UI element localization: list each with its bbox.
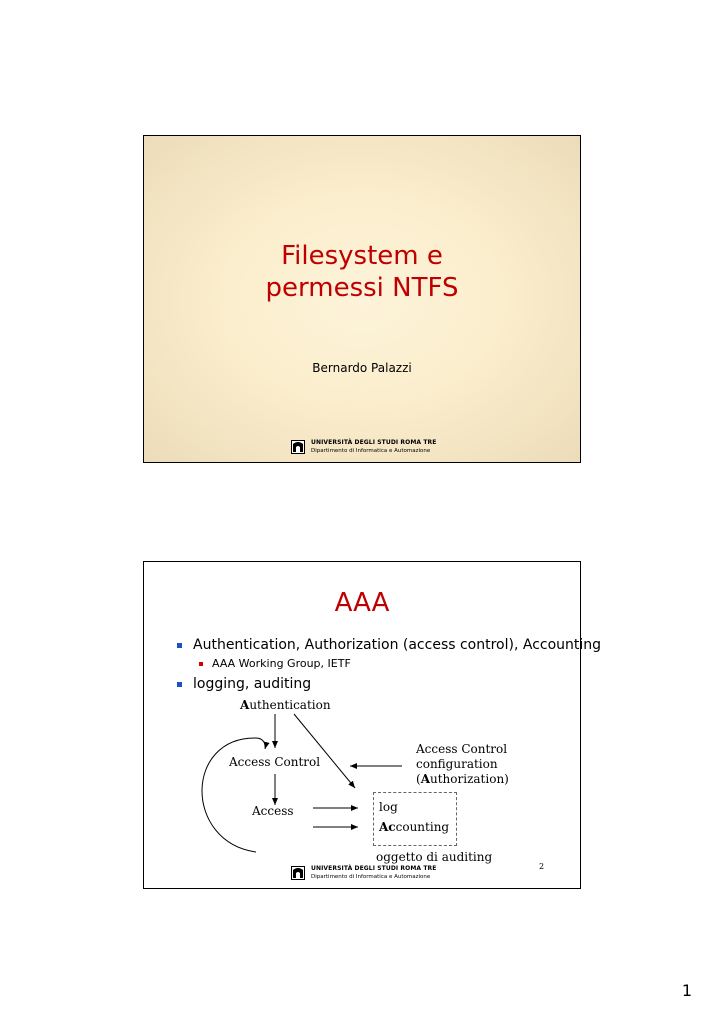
label-log: log xyxy=(379,800,398,814)
department-name: Dipartimento di Informatica e Automazione xyxy=(311,448,431,454)
university-logo xyxy=(291,865,436,881)
page-number: 1 xyxy=(681,981,692,1000)
label-access-control-configuration: Access Control configuration (Authorization) xyxy=(416,742,509,786)
title-slide xyxy=(143,135,581,463)
slide-page-number: 2 xyxy=(539,862,545,871)
bullet-text: Authentication, Authorization (access control), Accounting xyxy=(193,637,602,653)
author-name: Bernardo Palazzi xyxy=(312,361,412,375)
aaa-slide xyxy=(143,561,602,889)
university-name: UNIVERSITÀ DEGLI STUDI ROMA TRE xyxy=(311,865,437,872)
arrow-auth-to-log xyxy=(294,714,355,788)
department-name: Dipartimento di Informatica e Automazione xyxy=(311,874,431,880)
title-line-2: permessi NTFS xyxy=(265,273,459,303)
bullet-text: logging, auditing xyxy=(193,676,312,692)
label-access: Access xyxy=(252,804,294,818)
label-authentication: Authentication xyxy=(240,698,331,712)
university-emblem-icon xyxy=(291,440,305,454)
sub-bullet-text: AAA Working Group, IETF xyxy=(212,657,351,670)
university-name: UNIVERSITÀ DEGLI STUDI ROMA TRE xyxy=(311,439,437,446)
label-accounting: Accounting xyxy=(379,820,450,834)
title-line-1: Filesystem e xyxy=(281,241,443,271)
label-access-control: Access Control xyxy=(229,755,321,769)
label-audit-object: oggetto di auditing xyxy=(376,850,493,864)
aaa-diagram xyxy=(144,562,580,888)
university-logo xyxy=(291,439,436,455)
slide-title xyxy=(144,240,580,304)
university-emblem-icon xyxy=(291,866,305,880)
slide-title: AAA xyxy=(334,588,390,618)
